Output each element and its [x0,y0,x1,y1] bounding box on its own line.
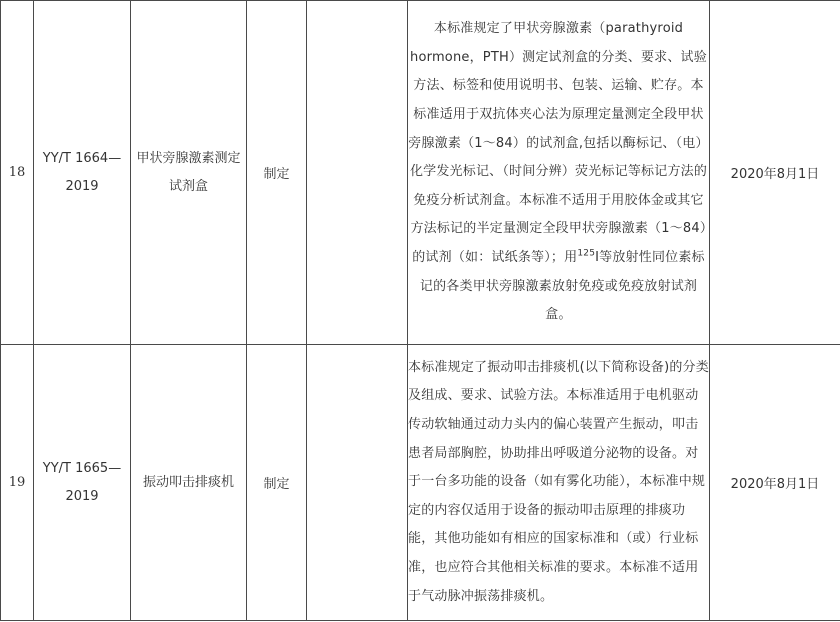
standard-code-line1: YY/T 1665— [42,460,122,476]
description-text: 本标准规定了甲状旁腺激素（parathyroid hormone，PTH）测定试剂盒的分类、要求、试验方法、标签和使用说明书、包装、运输、贮存。本标准适用于双抗体夹心法为原理定量测定全段甲状旁腺激素（1～84）的试剂盒,包括以酶标记、（电）化学发光标记、（时间分辨）荧光标记等标记方法的免疫分析试剂盒。本标准不适用于用胶体金或其它方法标记的半定量测定全段甲状旁腺激素（1～84）的试剂（如：试纸条等）；用 [408,21,709,265]
standard-type: 制定 [247,345,307,621]
replaced-standard [307,1,408,345]
standard-code-line2: 2019 [65,488,99,504]
table-row [1,1,840,345]
standard-description [408,345,710,621]
standard-name: 振动叩击排痰机 [131,345,247,621]
description-text: 本标准规定了振动叩击排痰机(以下简称设备)的分类及组成、要求、试验方法。本标准适用于电机驱动传动软轴通过动力头内的偏心装置产生振动，叩击患者局部胸腔，协助排出呼吸道分泌物的设备。对于一台多功能的设备（如有雾化功能），本标准中规定的内容仅适用于设备的振动叩击原理的排痰功能，其他功能如有相应的国家标准和（或）行业标准，也应符合其他相关标准的要求。本标准不适用于气动脉冲振荡排痰机。 [408,359,709,604]
row-number: 18 [1,1,34,345]
row-number: 19 [1,345,34,621]
standard-code [34,345,131,621]
implementation-date: 2020年8月1日 [710,345,840,621]
implementation-date: 2020年8月1日 [710,1,840,345]
standard-code-line2: 2019 [65,178,99,194]
isotope-superscript: 125 [577,248,596,259]
standard-name: 甲状旁腺激素测定试剂盒 [131,1,247,345]
standard-code-line1: YY/T 1664— [42,150,122,166]
description-text-continued: I等放射性同位素标记的各类甲状旁腺激素放射免疫或免疫放射试剂盒。 [419,249,705,323]
replaced-standard [307,345,408,621]
standard-code [34,1,131,345]
table-row [1,345,840,621]
standard-description [408,1,710,345]
standard-type: 制定 [247,1,307,345]
